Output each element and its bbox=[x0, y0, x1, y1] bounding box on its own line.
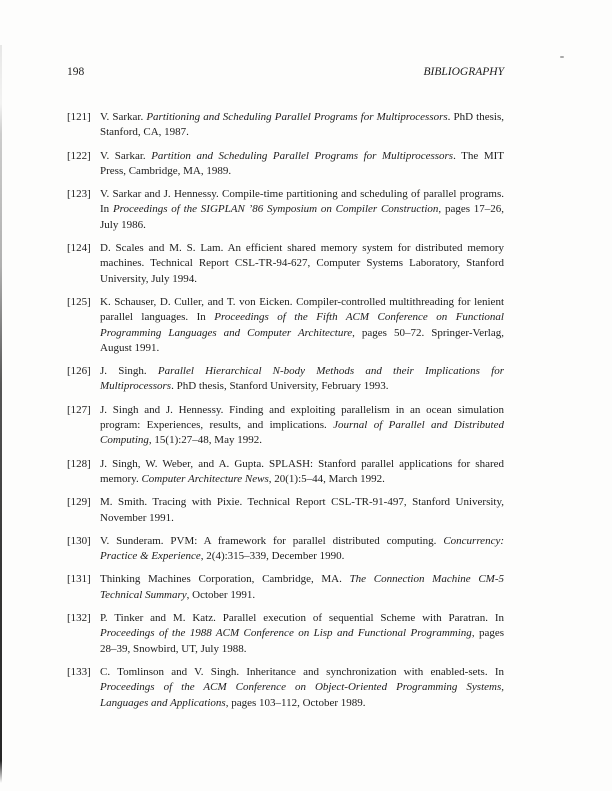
reference-text: P. Tinker and M. Katz. Parallel execution of sequential Scheme with Paratran. In Proceedings of the 1988 ACM Conference on Lisp and Functional Programming, pages 28–39, Snowbird, UT, July 1988. bbox=[100, 612, 504, 655]
reference-label: [132] bbox=[67, 612, 91, 625]
reference-text: M. Smith. Tracing with Pixie. Technical Report CSL-TR-91-497, Stanford University, November 1991. bbox=[100, 496, 504, 524]
reference-label: [128] bbox=[67, 457, 91, 470]
reference-text: V. Sarkar. Partition and Scheduling Parallel Programs for Multiprocessors. The MIT Press, Cambridge, MA, 1989. bbox=[100, 149, 504, 177]
reference-entry bbox=[67, 534, 504, 565]
page-number: 198 bbox=[67, 66, 85, 78]
reference-label: [129] bbox=[67, 496, 91, 509]
reference-label: [130] bbox=[67, 534, 91, 547]
reference-label: [124] bbox=[67, 242, 91, 255]
running-head-title: BIBLIOGRAPHY bbox=[423, 66, 504, 78]
reference-label: [127] bbox=[67, 403, 91, 416]
reference-text: Thinking Machines Corporation, Cambridge, MA. The Connection Machine CM-5 Technical Summary, October 1991. bbox=[100, 573, 504, 601]
reference-text: J. Singh. Parallel Hierarchical N-body Methods and their Implications for Multiprocessors. PhD thesis, Stanford University, February 1993. bbox=[100, 365, 504, 393]
reference-label: [121] bbox=[67, 111, 91, 123]
reference-entry bbox=[67, 295, 504, 356]
reference-list bbox=[67, 110, 504, 719]
reference-text: D. Scales and M. S. Lam. An efficient shared memory system for distributed memory machines. Technical Report CSL-TR-94-627, Computer Systems Laboratory, Stanford University, July 1994. bbox=[100, 242, 504, 285]
reference-entry bbox=[67, 611, 504, 657]
reference-label: [125] bbox=[67, 295, 91, 308]
reference-entry bbox=[67, 572, 504, 603]
reference-entry bbox=[67, 149, 504, 180]
reference-entry bbox=[67, 403, 504, 449]
reference-label: [133] bbox=[67, 665, 91, 678]
reference-entry bbox=[67, 110, 504, 141]
reference-label: [123] bbox=[67, 188, 91, 201]
reference-entry bbox=[67, 187, 504, 233]
running-header bbox=[67, 66, 504, 78]
reference-text: J. Singh and J. Hennessy. Finding and exploiting parallelism in an ocean simulation program: Experiences, results, and implications. Journal of Parallel and Distributed Computing, 15(1):27–48, May 1992. bbox=[100, 403, 504, 447]
reference-entry bbox=[67, 364, 504, 395]
reference-text: J. Singh, W. Weber, and A. Gupta. SPLASH: Stanford parallel applications for shared memory. Computer Architecture News, 20(1):5–44, March 1992. bbox=[100, 457, 504, 485]
reference-label: [122] bbox=[67, 149, 91, 162]
reference-entry bbox=[67, 665, 504, 711]
reference-entry bbox=[67, 457, 504, 488]
reference-text: V. Sarkar. Partitioning and Scheduling Parallel Programs for Multiprocessors. PhD thesis, Stanford, CA, 1987. bbox=[100, 111, 504, 139]
reference-text: C. Tomlinson and V. Singh. Inheritance and synchronization with enabled-sets. In Proceedings of the ACM Conference on Object-Oriented Programming Systems, Languages and Applications, pages 103–112, October 1989. bbox=[100, 665, 504, 709]
reference-label: [126] bbox=[67, 365, 91, 378]
scan-edge-artifact bbox=[0, 45, 2, 783]
reference-text: V. Sarkar and J. Hennessy. Compile-time partitioning and scheduling of parallel programs. In Proceedings of the SIGPLAN ’86 Symposium on Compiler Construction, pages 17–26, July 1986. bbox=[100, 188, 504, 231]
reference-label: [131] bbox=[67, 573, 91, 586]
reference-text: K. Schauser, D. Culler, and T. von Eicken. Compiler-controlled multithreading for lenient parallel languages. In Proceedings of the Fifth ACM Conference on Functional Programming Languages and Computer Architecture, pages 50–72. Springer-Verlag, August 1991. bbox=[100, 295, 504, 354]
reference-entry bbox=[67, 241, 504, 287]
scan-speck bbox=[560, 56, 564, 58]
reference-entry bbox=[67, 495, 504, 526]
reference-text: V. Sunderam. PVM: A framework for parallel distributed computing. Concurrency: Practice & Experience, 2(4):315–339, December 1990. bbox=[100, 534, 504, 563]
